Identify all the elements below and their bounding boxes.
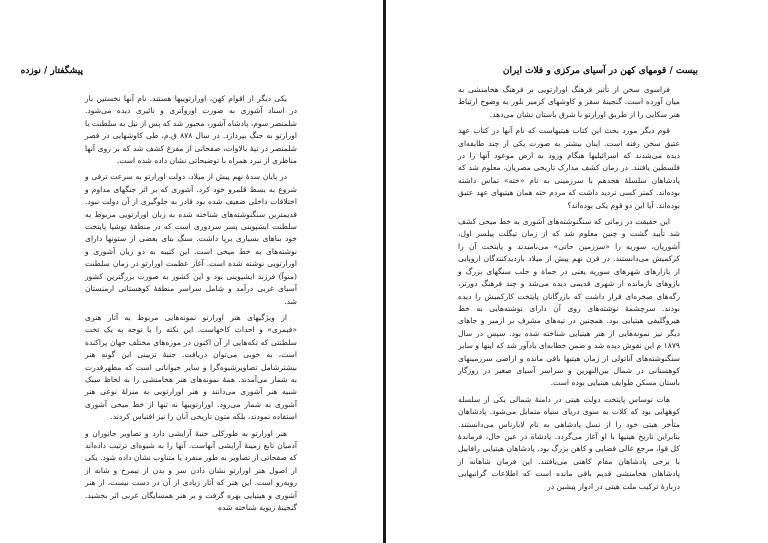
page-header: بیست / قومهای کهن در آسیای مرکزی و فلات ایران xyxy=(502,66,698,76)
page-body xyxy=(458,84,680,534)
paragraph: قوم دیگر مورد بحث این کتاب هیتیهاست که نام آنها در کتاب عهد عتیق سخن رفته است. اینان بیشتر به صورت یکی از چند طایفه‌ای دیده می‌شدند که اسرائیلیها هنگام ورود به ارض موعود آنها را در فلسطین یافتند. در زمان کشف مدارک تاریخی مصریان، معلوم شد که پادشاهان سلسلهٔ هجدهم با سرزمینی به نام «خته» تماس داشته بوده‌اند. کمتر کسی تردید داشت که مردم خته همان هیتیهای عهد عتیق بوده‌اند. آیا این دو قوم یکی بوده‌اند؟ xyxy=(458,126,680,210)
page-header: پیشگفتار / نوزده xyxy=(20,66,83,76)
paragraph: از ویژگیهای هنر اورارتو نمونه‌هایی مربوط به آثار هنری «فیمری» و احداث کاخهاست. این نکته را با توجه به یک تخت سلطنتی که تکه‌هایی از آن اکنون در موزه‌های مختلف جهان پراکنده است، به خوبی می‌توان دریافت. جنبهٔ تزیینی این گونه هنر بیشترشامل تصاویرشیوه‌گرا و سایر حیواناتی است که مظهرقدرت به شمار می‌آمدند. همهٔ نمونه‌های هنر هخامنشی را به لحاظ سبک شبیه هنر آشوری می‌دانند و هنر اورارتویی به منزلهٔ نوعی هنر آشوری به شمار می‌رود. اورارتوییها نه تنها از خط میخی آشوری استفاده نمودند، بلکه متون تاریخی آنان را نیز اقتباس کردند. xyxy=(85,312,297,422)
paragraph: فراسوی سخن از تأثیر فرهنگ اورارتویی بر فرهنگ هخامنشی به میان آورده است. گنجینهٔ سقز و کاوشهای کرمیر بلور به وضوح ارتباط هنر سکایی را از طریق اورارتو با شرق باستان نشان می‌دهد. xyxy=(458,85,680,119)
paragraph: یکی دیگر از اقوام کهن، اورارتوییها هستند. نام آنها نخستین بار در اسناد آشوری به صورت اوروآتری و نائیری دیده می‌شود. شلمنصر سوم، پادشاه آشور، مجبور شد که پس از نیل به سلطنت با اورارتو به جنگ بپردازد. در سال ۸۷۸ ق.م، طی کاوشهایی در قصر شلمنصر در تپهٔ بالاوات، صفحاتی از مفرغ کشف شد که بر روی آنها مناظری از نبرد همراه با توضیحاتی نشان داده شده است. xyxy=(85,94,297,166)
paragraph: این حقیقت در زمانی که سنگنوشته‌های آشوری به خط میخی کشف شد تأیید گشت و چنین معلوم شد که از زمان تیگلت پیلسر اول، آشوریان، سوریه را «سرزمین حاتی» می‌نامیدند و پایتخت آن را کرکمیش می‌دانستند. در قرن نهم پیش از میلاد بازدیدکنندگان اروپایی از بازارهای شهرهای سوریه یعنی در حماة و حلب سنگهای بزرگ و بازوهای بازمانده از شهری قدیمی دیده می‌شد و چند فرهنگ دورتر، رگه‌های صخره‌ای قرار داشت که بازرگانان پایتخت کارکمیش را دیده بودند. سرچشمهٔ نوشته‌های روی آن دارای نوشته‌هایی به خط هیروگلیفی هیتیایی بود. همچنین در تپه‌های مشرف بر ازمیر و جاهای دیگر نیز نمونه‌هایی از هنر هیتیایی شناخته شده بود. سپس در سال ۱۸۷۹ م این نقوش دیده شد و ضمن خطابه‌ای یادآور شد که اینها و سایر سنگنوشته‌های آناتولی از زمان هیتیها باقی مانده و اراضی سرزمینهای کوهستانی در شمال بین‌النهرین و سراسر آسیای صغیر در روزگار باستان مسکن طوایف هیتیایی بوده است. xyxy=(458,217,680,388)
right-page xyxy=(386,0,768,543)
paragraph: هنر اورارتو به طورکلی جنبهٔ آرایشی دارد و تصاویر جانوران و آدمیان تابع زمینهٔ آرایشی آنهاست. آنها را به شیوه‌ای ترتیب داده‌اند که صفحاتی از تصاویر به طور منفرد یا متناوب نشان داده شود. یکی از اصول هنر اورارتو نشان دادن سر و بدن از نیمرخ و شانه از روبه‌رو است. این هنر که آثار زیادی از آن در دست نیست، از هنر آشوری و هیتیایی بهره گرفت و بر هنر همسایگان غربی اثر بخشید. گنجینهٔ زیویه شناخته شده xyxy=(85,428,297,512)
paragraph: هات توساس پایتخت دولت هیتی در دامنهٔ شمالی یکی از سلسله کوههایی بود که کلات به سوی دریای سیاه متمایل می‌شود. پادشاهان متأخر هیتی خود را از نسل پادشاهی به نام لابارناس می‌دانستند. بنابراین تاریخ هیتیها با او آغاز می‌گردد. پادشاه در عین حال، فرماندهٔ کل قوا، مرجع عالی قضایی و کاهن بزرگ بود. پادشاهان هیتیایی رافاییل با برخی پادشاهان مقام کاهنی می‌یافتند. این فرمان شاهانه از پادشاهان هخامنشی قدیم باقی مانده است که اطلاعات گرانبهایی دربارهٔ ترکیب ملت هیتی در ادوار پیشین در xyxy=(458,394,680,491)
left-page xyxy=(0,0,383,543)
paragraph: در پایان سدهٔ نهم پیش از میلاد، دولت اورارتو به سرعت ترقی و شروع به بسط قلمرو خود کرد. آشوری که بر اثر جنگهای مداوم و اختلافات داخلی ضعیف شده بود قادر به جلوگیری از آن دولت نبود. قدیمترین سنگنوشته‌های شناخته شده به زبان اورارتویی مربوط به سلطنت ایشپوینی پسر سردوری است که در منطقهٔ توشپا پایتخت خود بناهای بسیاری برپا داشت. سنگ بنای بعضی از ستونها دارای نوشته‌های به خط میخی است. این کتیبه به دو زبان آشوری و اورارتویی نوشته شده است. آغاز عظمت اورارتو در زمان سلطنت (منوآ) فرزند ایشپوینی بود و این کشور به صورت بزرگترین کشور آسیای غربی درآمد و شامل سراسر منطقهٔ کوهستانی ارمنستان شد. xyxy=(85,172,297,306)
page-body xyxy=(85,93,297,533)
